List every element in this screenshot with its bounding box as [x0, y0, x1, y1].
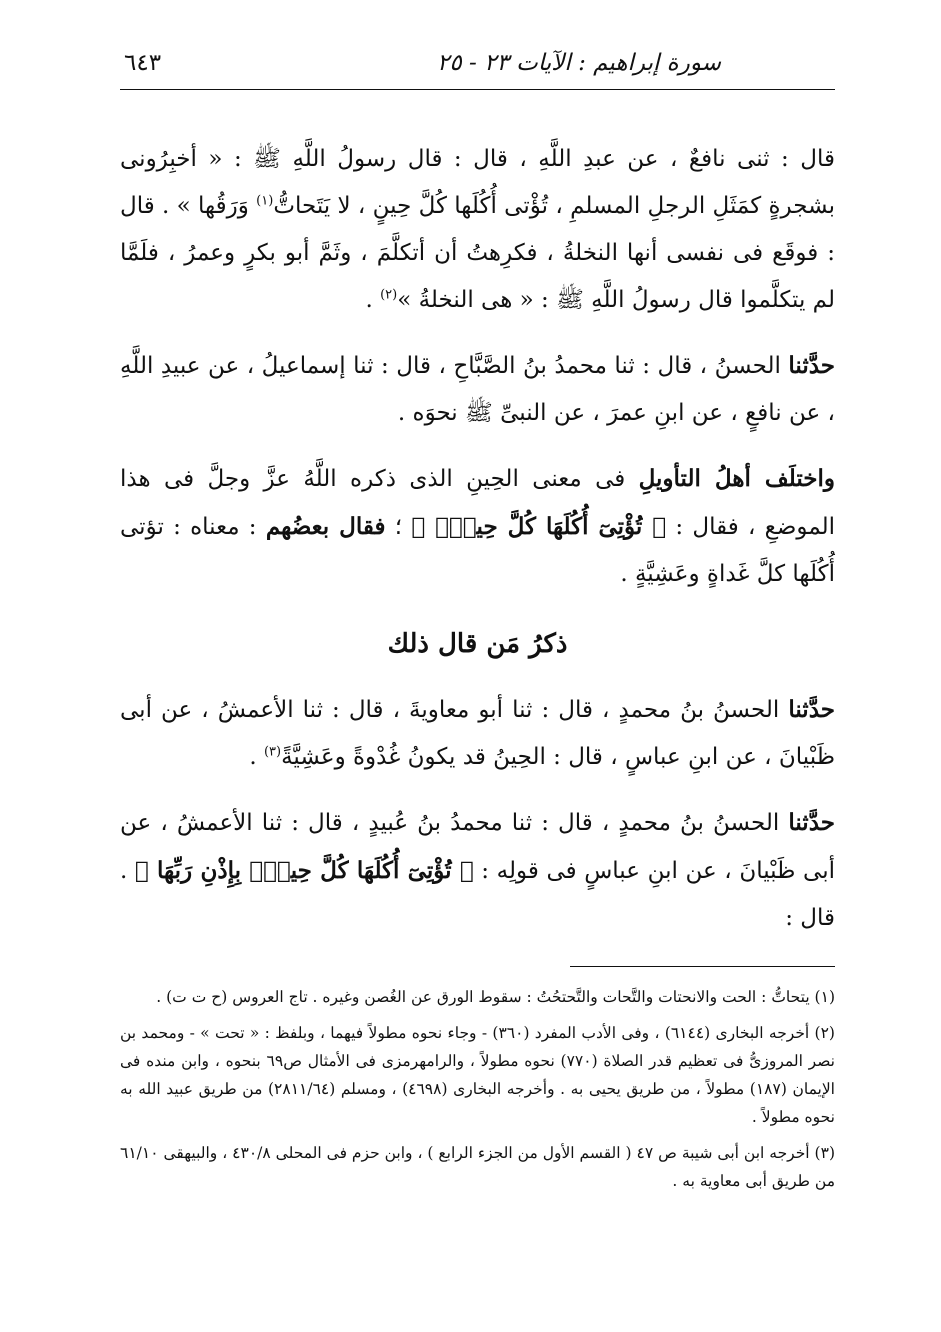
footnote-1: (١) يتحاتُّ : الحت والانحتات والتَّحات والتَّحتحُتُ : سقوط الورق عن الغُصن وغيره . تاج العروس (ح ت ت) .: [156, 988, 835, 1006]
footnote-marker-3: (٣): [263, 744, 282, 760]
narration-lead: حدَّثنا: [788, 809, 835, 836]
main-text: [120, 136, 835, 942]
page-number: ٦٤٣: [124, 50, 162, 76]
paragraph-text: .: [249, 744, 257, 770]
paragraph-chain-ibn-umar: [120, 342, 835, 437]
section-heading: ذكرُ مَن قال ذلك: [387, 629, 568, 659]
paragraph-hadith-palm-tree: [120, 136, 835, 324]
paragraph-text: . قال :: [120, 858, 835, 931]
footnote-separator: [570, 966, 835, 967]
footnote-3: (٣) أخرجه ابن أبى شيبة ص ٤٧ ( القسم الأول من الجزء الرابع ) ، وابن حزم فى المحلى ٤٣٠/٨ ، والبيهقى ٦١/١٠ من طريق أبى معاوية به .: [120, 1144, 835, 1190]
paragraph-text: ؛: [394, 514, 403, 540]
paragraph-ibn-abbas-2: [120, 799, 835, 942]
paragraph-text: الحسنُ بنُ محمدٍ ، قال : ثنا محمدُ بنُ عُبيدٍ ، قال : ثنا الأعمشُ ، عن أبى ظَبْيانَ ، عن ابنِ عباسٍ فى قولِه :: [120, 810, 835, 884]
paragraph-text: وَرَقُها » . قال : فوقَع فى نفسى أنها النخلةُ ، فكرِهتُ أن أتكلَّمَ ، وثَمَّ أبو بكرٍ وعمرُ ، فلَمَّا لم يتكلَّموا قال رسولُ اللَّهِ ﷺ : « هى النخلةُ »: [120, 193, 835, 313]
opinion-lead: فقال بعضُهم: [265, 513, 386, 540]
book-page: [120, 50, 835, 1300]
narration-lead: حدَّثنا: [788, 696, 835, 723]
footnote-marker-2: (٢): [380, 287, 398, 303]
paragraph-text: الحسنُ ، قال : ثنا محمدُ بنُ الصَّبَّاحِ ، قال : ثنا إسماعيلُ ، عن عبيدِ اللَّهِ ، عن نافعٍ ، عن ابنِ عمرَ ، عن النبىِّ ﷺ نحوَه .: [120, 353, 835, 426]
narration-lead: حدَّثنا: [788, 352, 836, 379]
paragraph-text: الحسنُ بنُ محمدٍ ، قال : ثنا أبو معاويةَ ، قال : ثنا الأعمشُ ، عن أبى ظَبْيانَ ، عن ابنِ عباسٍ ، قال : الحِينُ قد يكونُ غُدْوةً وعَشِيَّةً: [120, 697, 835, 770]
paragraph-text: قال : ثنى نافعٌ ، عن عبدِ اللَّهِ ، قال : قال رسولُ اللَّهِ ﷺ : « أخبِرُونى بشجرةٍ كمَثَلِ الرجلِ المسلمِ ، تُؤْتى أُكُلَها كُلَّ حِينٍ ، لا يَتَحاتُّ: [120, 146, 835, 219]
running-head-title: سورة إبراهيم : الآيات ٢٣ - ٢٥: [437, 50, 721, 76]
paragraph-text: فى معنى الحِينِ الذى ذكره اللَّهُ عزَّ وجلَّ فى هذا الموضعِ ، فقال :: [120, 466, 836, 540]
quran-verse: ﴿ تُؤْتِىٓ أُكُلَهَا كُلَّ حِينٍۭ بِإِذْنِ رَبِّهَا ﴾: [134, 857, 474, 884]
footnotes: [120, 983, 835, 1195]
footnote-2: (٢) أخرجه البخارى (٦١٤٤) ، وفى الأدب المفرد (٣٦٠) - وجاء نحوه مطولاً فيهما ، وبلفظ : « تحت » - ومحمد بن نصر المروزىُّ فى تعظيم قدر الصلاة (٧٧٠) نحوه مطولاً ، والرامهرمزى فى الأمثال ص٦٩ بنحوه ، وابن منده فى الإيمان (١٨٧) مطولاً ، من طريق يحيى به . وأخرجه البخارى (٤٦٩٨) ، ومسلم (٢٨١١/٦٤) من طريق عبيد الله به نحوه مطولاً .: [120, 1024, 835, 1126]
paragraph-text: : معناه : تؤتى أُكُلَها كلَّ غَداةٍ وعَشِيَّةٍ .: [120, 514, 835, 587]
paragraph-text: .: [365, 287, 373, 313]
running-head: [120, 50, 835, 90]
paragraph-interpretation: [120, 455, 835, 598]
quran-verse: ﴿ تُؤْتِىٓ أُكُلَهَا كُلَّ حِينٍۭ ﴾: [411, 513, 667, 540]
footnote-marker-1: (١): [256, 193, 274, 209]
interpretation-lead: واختلَف أهلُ التأويلِ: [638, 465, 835, 492]
paragraph-ibn-abbas-1: [120, 686, 835, 781]
